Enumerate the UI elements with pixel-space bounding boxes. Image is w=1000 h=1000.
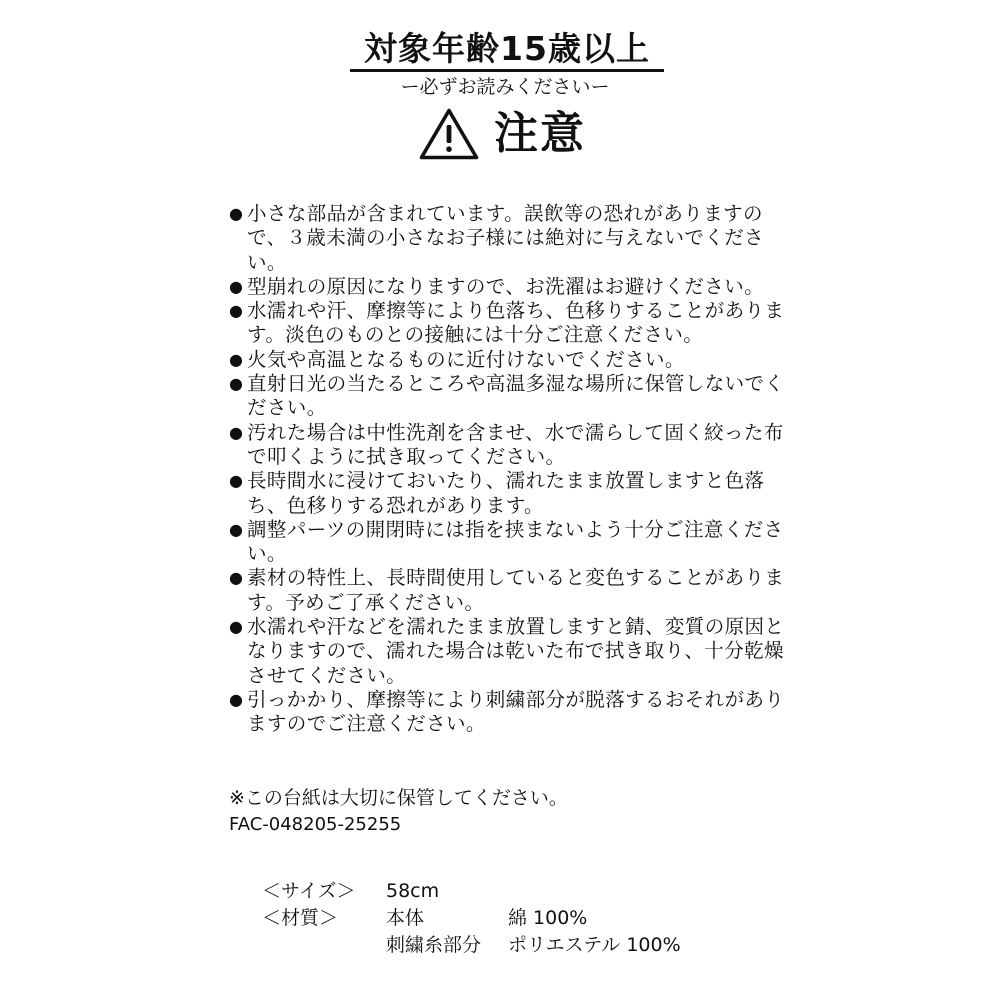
caution-heading [418, 106, 586, 162]
bullet: ● [229, 301, 243, 321]
caution-text: 水濡れや汗などを濡れたまま放置しますと錆、変質の原因となりますので、濡れた場合は乾いた布で拭き取り、十分乾燥させてください。 [247, 615, 785, 687]
spec-block [262, 878, 681, 959]
caution-text: 汚れた場合は中性洗剤を含ませ、水で濡らして固く絞った布で叩くように拭き取ってください。 [247, 420, 784, 468]
caution-text: 引っかかり、摩擦等により刺繍部分が脱落するおそれがありますのでご注意ください。 [247, 687, 785, 736]
age-notice-title: 対象年齢15歳以上 [364, 29, 650, 68]
material-part: 本体 [386, 907, 425, 929]
read-note: ー必ずお読みくださいー [400, 76, 610, 98]
bullet: ● [229, 617, 243, 637]
caution-item [229, 202, 794, 275]
caution-text: 火気や高温となるものに近付けないでください。 [247, 347, 685, 371]
age-notice-underline [350, 69, 664, 72]
material-value: ポリエステル 100% [508, 934, 681, 956]
bullet: ● [229, 568, 243, 588]
keep-card-note: ※この台紙は大切に保管してください。 [229, 787, 568, 809]
caution-item [229, 688, 794, 737]
caution-text: 水濡れや汗、摩擦等により色落ち、色移りすることがあります。淡色のものとの接触には十分ご注意ください。 [247, 299, 785, 347]
caution-item [229, 275, 794, 299]
caution-text: 小さな部品が含まれています。誤飲等の恐れがありますので、３歳未満の小さなお子様には絶対に与えないでください。 [247, 202, 765, 274]
caution-text: 直射日光の当たるところや高温多湿な場所に保管しないでください。 [247, 372, 785, 420]
material-row [262, 932, 681, 959]
warning-triangle-icon [418, 107, 480, 161]
bullet: ● [229, 422, 243, 442]
caution-text: 調整パーツの開閉時には指を挟まないよう十分ご注意ください。 [247, 517, 784, 566]
caution-text: 型崩れの原因になりますので、お洗濯はお避けください。 [247, 274, 765, 298]
material-part: 刺繍糸部分 [386, 934, 482, 956]
caution-title: 注意 [494, 108, 586, 159]
material-label-spacer [262, 932, 386, 959]
bullet: ● [229, 276, 243, 296]
size-value: 58cm [386, 880, 440, 902]
caution-item [229, 421, 794, 470]
caution-item [229, 615, 794, 688]
bullet: ● [229, 374, 243, 394]
caution-list [229, 202, 794, 737]
caution-text: 長時間水に浸けておいたり、濡れたまま放置しますと色落ち、色移りする恐れがあります。 [247, 469, 765, 517]
caution-item [229, 566, 794, 615]
bullet: ● [229, 471, 243, 491]
material-label: ＜材質＞ [262, 907, 339, 929]
size-label: ＜サイズ＞ [262, 880, 356, 902]
caution-text: 素材の特性上、長時間使用していると変色することがあります。予めご了承ください。 [247, 566, 785, 614]
bullet: ● [229, 204, 243, 223]
material-value: 綿 100% [508, 907, 588, 929]
caution-item [229, 299, 794, 348]
product-code: FAC-048205-25255 [229, 814, 402, 835]
caution-item [229, 348, 794, 372]
size-row [262, 878, 681, 905]
bullet: ● [229, 689, 243, 709]
material-row [262, 905, 681, 932]
caution-item [229, 372, 794, 421]
bullet: ● [229, 349, 243, 369]
caution-item [229, 469, 794, 518]
caution-item [229, 518, 794, 567]
bullet: ● [229, 519, 243, 539]
